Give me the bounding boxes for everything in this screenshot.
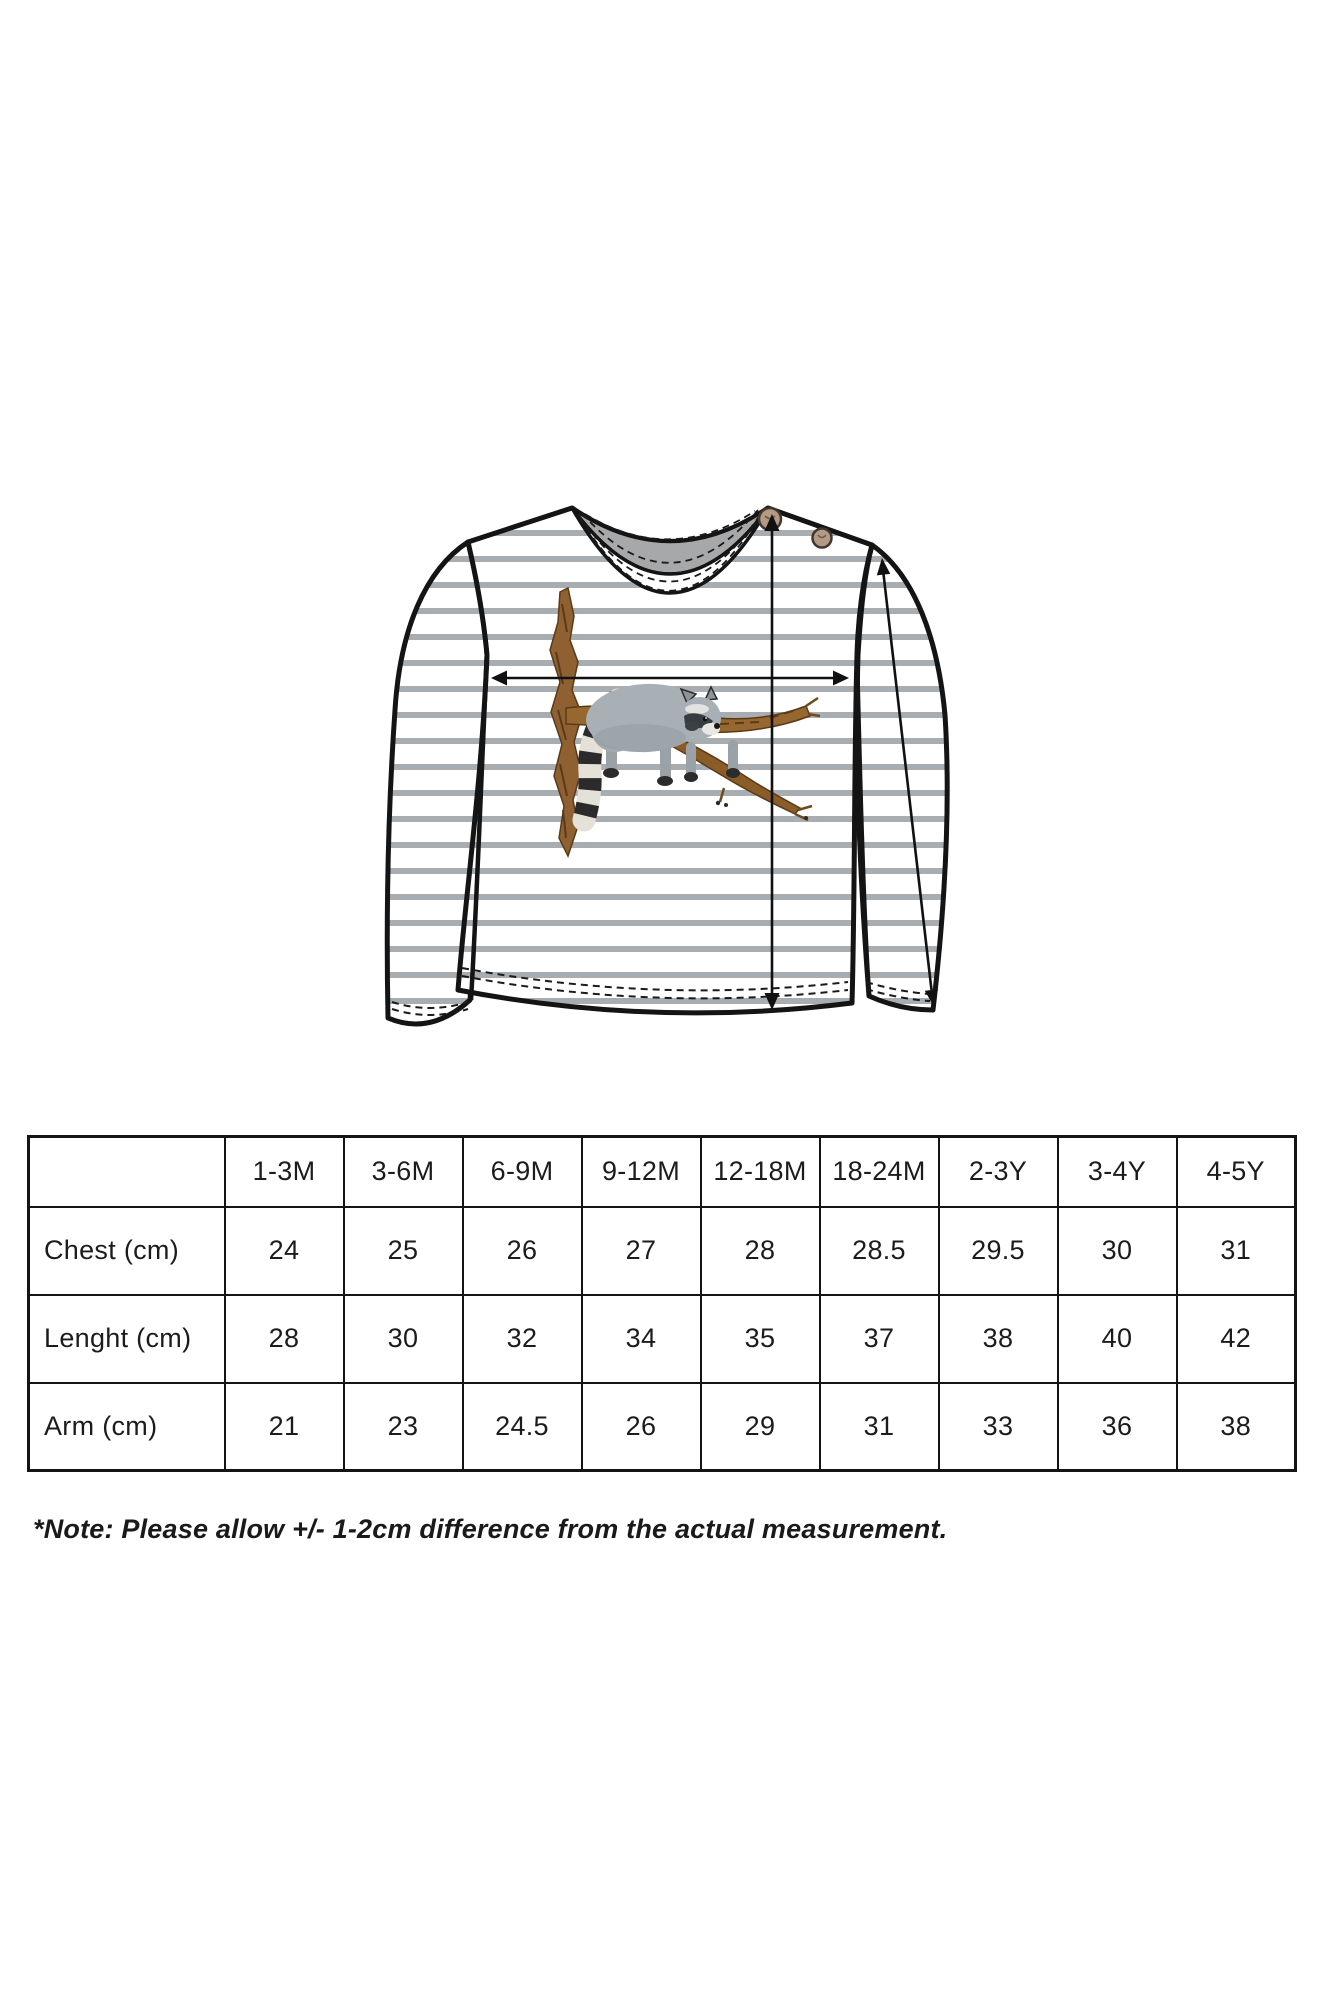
col-header: 6-9M (463, 1137, 582, 1207)
col-header: 4-5Y (1177, 1137, 1296, 1207)
cell: 35 (701, 1295, 820, 1383)
row-label: Chest (cm) (29, 1207, 225, 1295)
cell: 28 (225, 1295, 344, 1383)
cell: 33 (939, 1383, 1058, 1471)
size-chart-table (27, 1135, 1297, 1472)
table-row (29, 1207, 1296, 1295)
corner-cell (29, 1137, 225, 1207)
cell: 31 (820, 1383, 939, 1471)
col-header: 3-6M (344, 1137, 463, 1207)
cell: 30 (344, 1295, 463, 1383)
measurement-note: *Note: Please allow +/- 1-2cm difference from the actual measurement. (33, 1514, 948, 1544)
col-header: 2-3Y (939, 1137, 1058, 1207)
cell: 29 (701, 1383, 820, 1471)
cell: 38 (939, 1295, 1058, 1383)
cell: 36 (1058, 1383, 1177, 1471)
cell: 37 (820, 1295, 939, 1383)
col-header: 12-18M (701, 1137, 820, 1207)
cell: 27 (582, 1207, 701, 1295)
col-header: 3-4Y (1058, 1137, 1177, 1207)
table-header-row (29, 1137, 1296, 1207)
cell: 26 (582, 1383, 701, 1471)
col-header: 1-3M (225, 1137, 344, 1207)
cell: 24.5 (463, 1383, 582, 1471)
cell: 25 (344, 1207, 463, 1295)
cell: 21 (225, 1383, 344, 1471)
col-header: 9-12M (582, 1137, 701, 1207)
cell: 23 (344, 1383, 463, 1471)
cell: 31 (1177, 1207, 1296, 1295)
row-label: Lenght (cm) (29, 1295, 225, 1383)
table-row (29, 1383, 1296, 1471)
shirt-size-diagram (370, 480, 1010, 1080)
cell: 34 (582, 1295, 701, 1383)
cell: 28 (701, 1207, 820, 1295)
col-header: 18-24M (820, 1137, 939, 1207)
cell: 28.5 (820, 1207, 939, 1295)
cell: 38 (1177, 1383, 1296, 1471)
cell: 42 (1177, 1295, 1296, 1383)
cell: 26 (463, 1207, 582, 1295)
cell: 30 (1058, 1207, 1177, 1295)
row-label: Arm (cm) (29, 1383, 225, 1471)
right-sleeve (857, 545, 947, 1010)
cell: 24 (225, 1207, 344, 1295)
cell: 29.5 (939, 1207, 1058, 1295)
cell: 40 (1058, 1295, 1177, 1383)
cell: 32 (463, 1295, 582, 1383)
table-row (29, 1295, 1296, 1383)
